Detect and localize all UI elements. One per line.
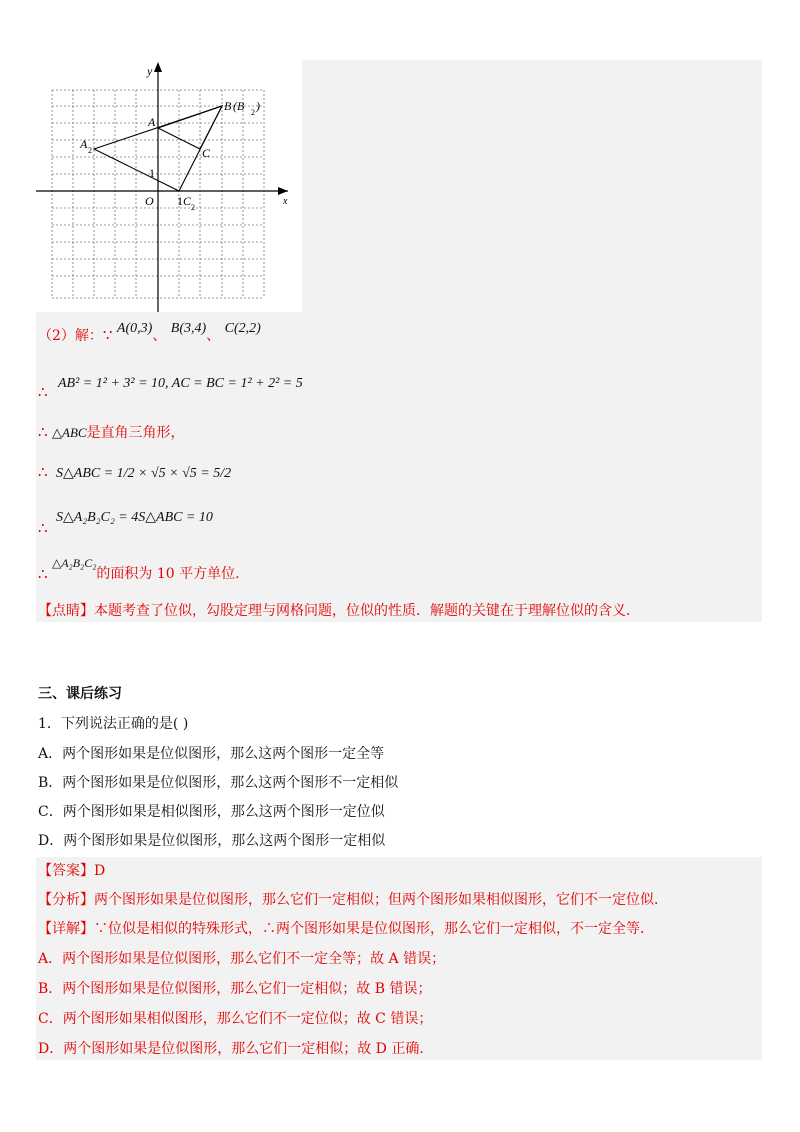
label-c: C xyxy=(202,146,211,160)
solution-intro: （2）解： xyxy=(38,328,103,344)
answer-item-d: D．两个图形如果是位似图形，那么它们一定相似；故 D 正确． xyxy=(38,1041,434,1057)
answer-item-b: B．两个图形如果是位似图形，那么它们一定相似；故 B 错误； xyxy=(38,981,432,997)
detail-tag: 【详解】 xyxy=(38,921,94,937)
label-b-paren-sub: 2 xyxy=(251,108,255,117)
solution-equation-line xyxy=(38,372,303,401)
because-symbol: ∵ xyxy=(102,326,113,344)
area-abc-equation: S△ABC = 1/2 × √5 × √5 = 5/2 xyxy=(56,466,232,481)
solution-area-a2b2c2-line xyxy=(38,506,213,537)
detail-text: ∵位似是相似的特殊形式，∴两个图形如果是位似图形，那么它们一定相似，不一定全等． xyxy=(94,921,654,937)
label-b-paren: (B xyxy=(233,99,245,113)
area-result-text: 的面积为 10 平方单位. xyxy=(96,566,240,582)
triangle-a2b2c2-label: △A₂B₂C₂ xyxy=(52,556,97,570)
question-stem: 1．下列说法正确的是( ) xyxy=(38,716,189,732)
one-y-label: 1 xyxy=(149,166,155,180)
answer-line xyxy=(38,861,105,881)
origin-label: O xyxy=(145,194,154,208)
question-option-d: D．两个图形如果是位似图形，那么这两个图形一定相似 xyxy=(38,833,386,849)
question-option-c: C．两个图形如果是相似图形，那么这两个图形一定位似 xyxy=(38,804,385,820)
label-b: B xyxy=(224,99,232,113)
triangle-abc xyxy=(158,106,222,149)
answer-value: D xyxy=(94,863,106,879)
solution-given-line xyxy=(38,321,261,347)
coordinate-grid-figure xyxy=(36,60,302,312)
section-title: 三、课后练习 xyxy=(38,686,122,702)
analysis-line xyxy=(38,890,668,910)
therefore-symbol-2: ∴ xyxy=(38,423,48,441)
label-c2-sub: 2 xyxy=(191,203,195,212)
axes xyxy=(36,66,288,312)
label-b-close: ) xyxy=(256,99,260,113)
y-axis-label: y xyxy=(147,64,153,78)
triangle-abc-label: △ABC xyxy=(52,425,87,440)
one-x-label: 1 xyxy=(177,194,183,208)
label-a2: A xyxy=(80,137,88,151)
question-option-a: A．两个图形如果是位似图形，那么这两个图形一定全等 xyxy=(38,746,385,762)
x-axis-arrow xyxy=(278,187,288,195)
answer-item-a: A．两个图形如果是位似图形，那么它们不一定全等；故 A 错误； xyxy=(38,951,446,967)
answer-tag: 【答案】 xyxy=(38,863,94,879)
point-b: B(3,4) xyxy=(170,321,207,336)
therefore-symbol-5: ∴ xyxy=(38,565,48,583)
label-a: A xyxy=(148,115,156,129)
analysis-text: 两个图形如果是位似图形，那么它们一定相似；但两个图形如果相似图形，它们不一定位似． xyxy=(94,892,668,908)
comment-text: 本题考查了位似，勾股定理与网格问题，位似的性质．解题的关键在于理解位似的含义． xyxy=(94,603,640,619)
comment-line xyxy=(38,601,640,621)
x-axis-label: x xyxy=(283,196,288,207)
question-option-b: B．两个图形如果是位似图形，那么这两个图形不一定相似 xyxy=(38,775,399,791)
solution-area-abc-line xyxy=(38,462,231,484)
solution-result-line xyxy=(38,556,240,583)
label-c2: C xyxy=(183,194,192,208)
therefore-symbol-3: ∴ xyxy=(38,463,48,481)
analysis-tag: 【分析】 xyxy=(38,892,94,908)
separator-1: 、 xyxy=(152,328,167,344)
point-c: C(2,2) xyxy=(224,321,261,336)
right-triangle-text: 是直角三角形， xyxy=(86,425,185,441)
pythagoras-equation: AB² = 1² + 3² = 10, AC = BC = 1² + 2² = 5 xyxy=(58,376,303,391)
therefore-symbol-1: ∴ xyxy=(38,383,48,401)
solution-right-triangle-line xyxy=(38,422,185,443)
comment-tag: 【点睛】 xyxy=(38,603,94,619)
y-axis-arrow xyxy=(154,62,162,72)
area-a2b2c2-equation: S△A₂B₂C₂ = 4S△ABC = 10 xyxy=(56,510,213,525)
therefore-symbol-4: ∴ xyxy=(38,519,48,537)
label-a2-sub: 2 xyxy=(88,146,92,155)
separator-2: 、 xyxy=(206,328,221,344)
answer-item-c: C．两个图形如果相似图形，那么它们不一定位似；故 C 错误； xyxy=(38,1011,433,1027)
point-a: A(0,3) xyxy=(116,321,153,336)
detail-line xyxy=(38,919,654,939)
